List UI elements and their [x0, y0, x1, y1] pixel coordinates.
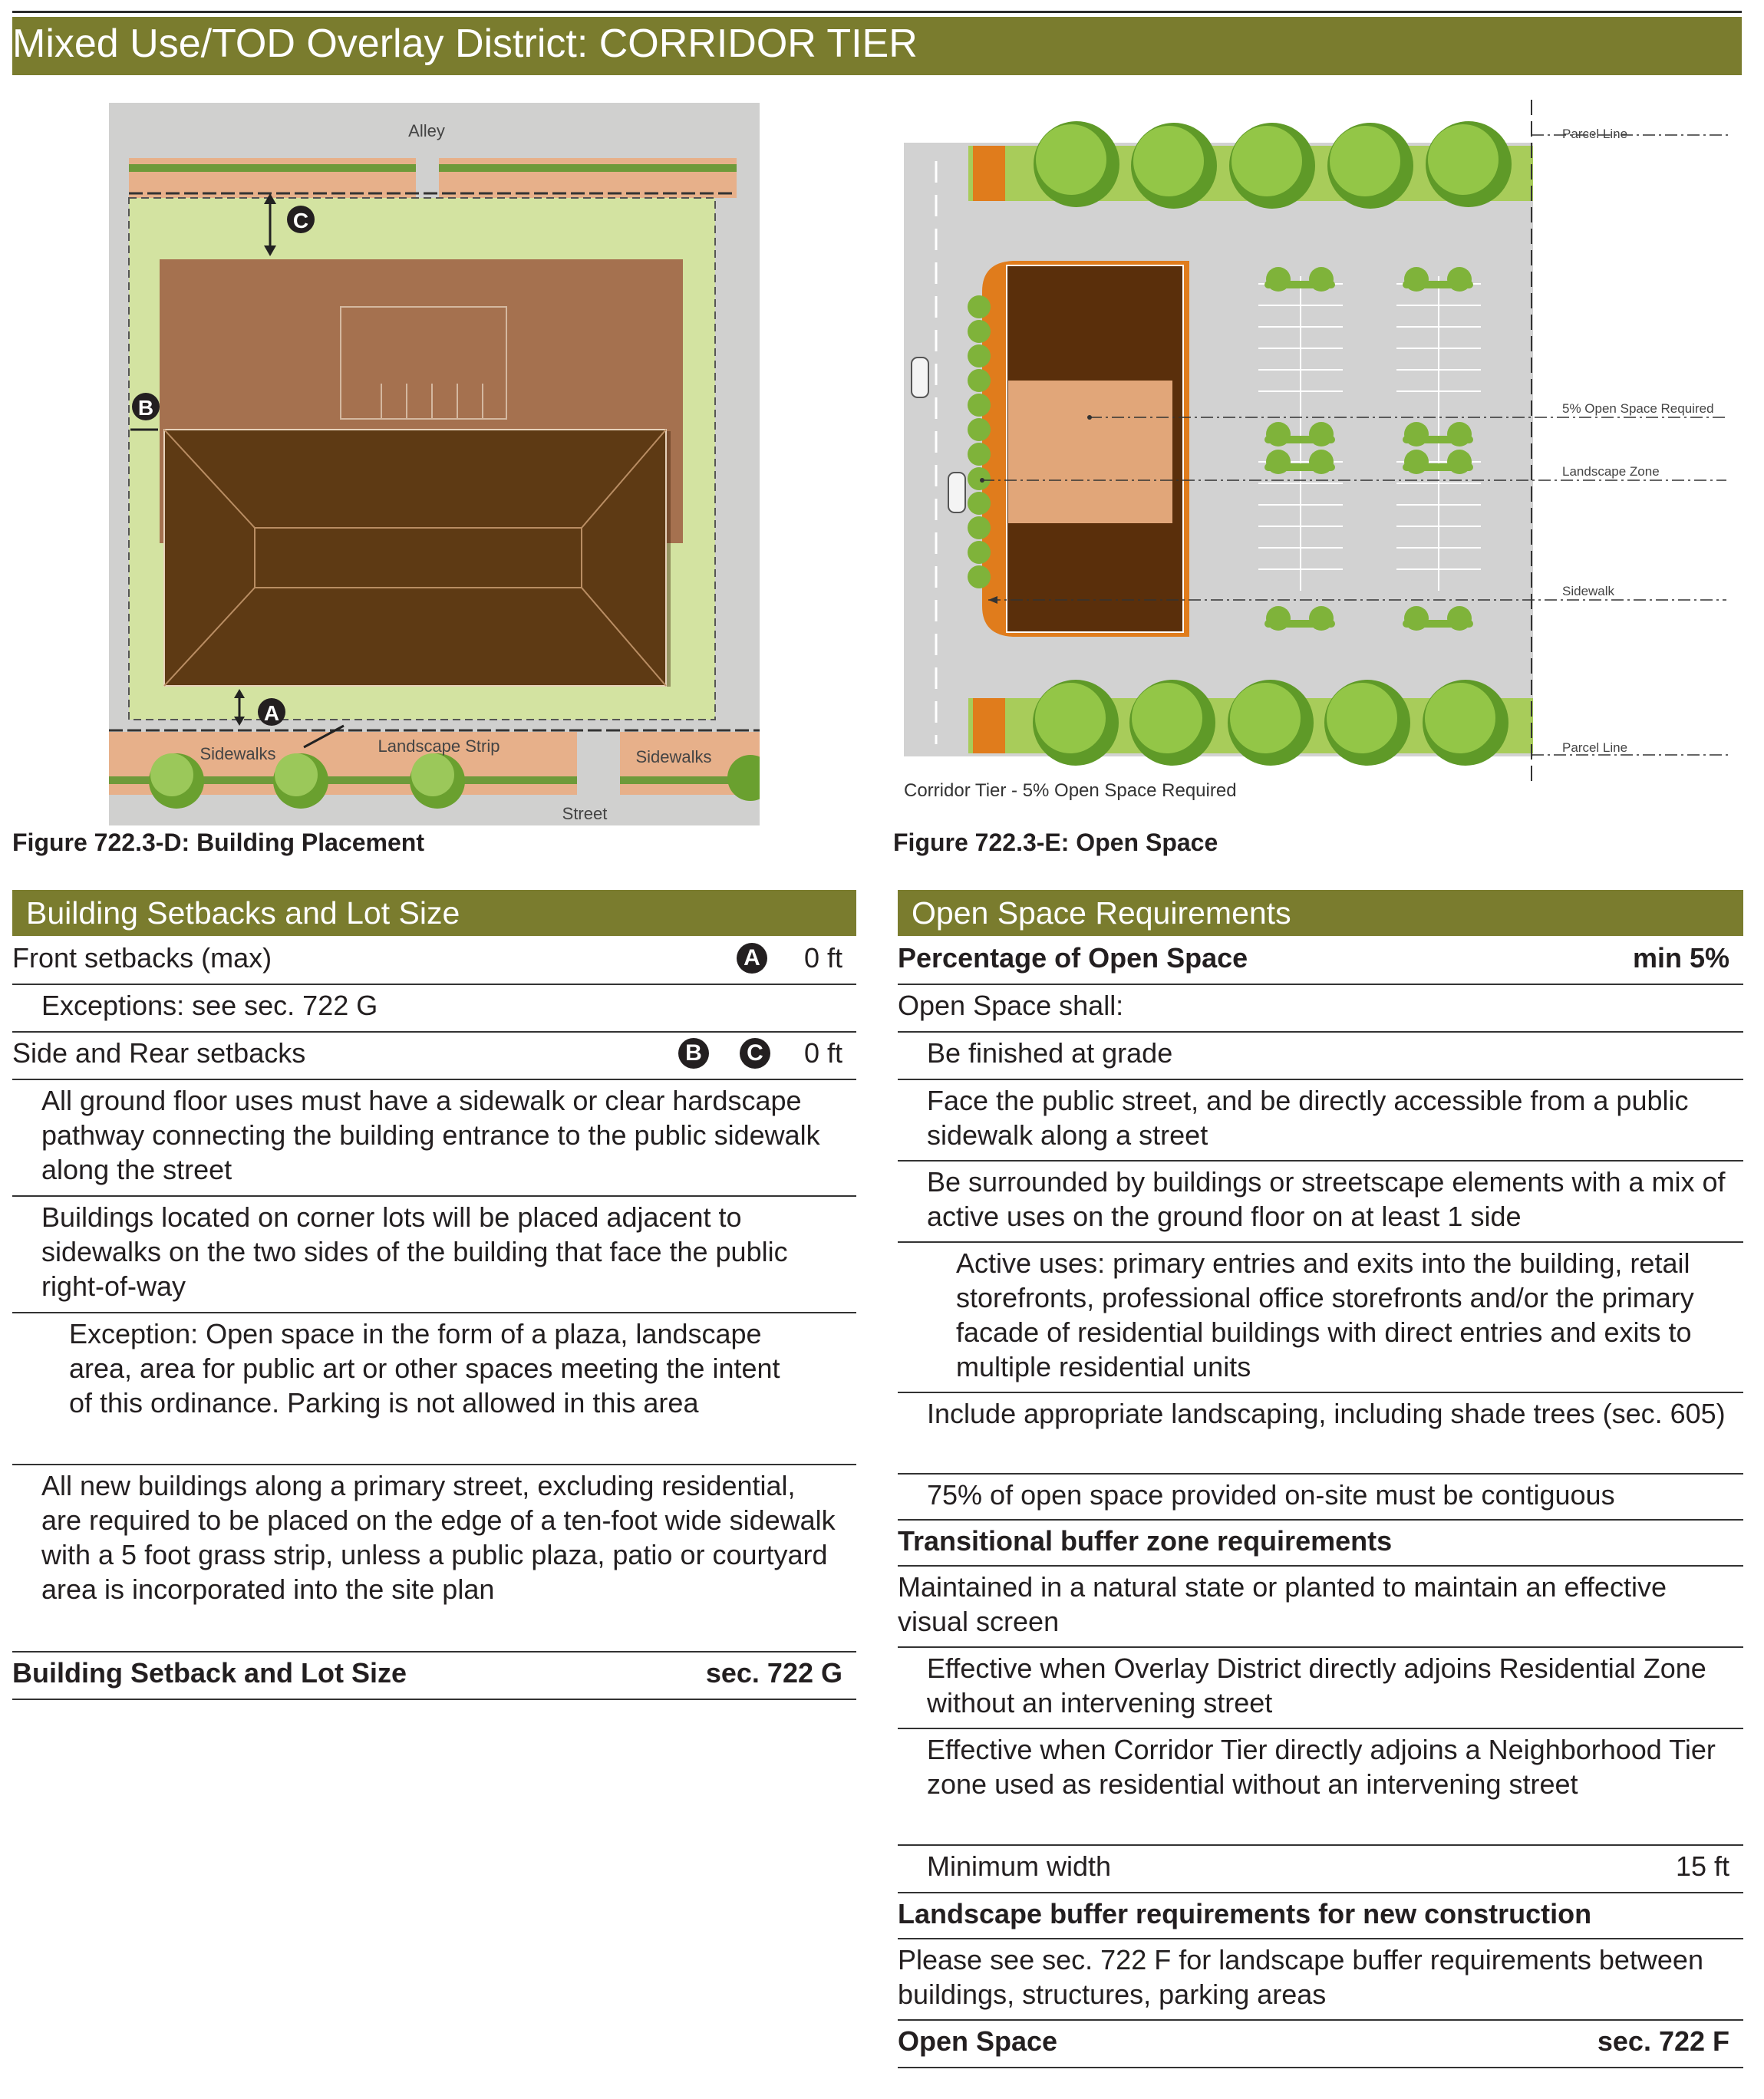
open-space-figure: [882, 100, 1749, 806]
badge-c: C: [740, 1038, 770, 1069]
open-space-footer-label: Open Space: [898, 2025, 1058, 2057]
setbacks-footer-row: [12, 1653, 856, 1700]
shall-row: [898, 985, 1743, 1033]
figure-e-subcaption: Corridor Tier - 5% Open Space Required: [904, 780, 1237, 801]
top-rule: [12, 11, 1742, 13]
ground-floor-text: All ground floor uses must have a sidewalk or clear hardscape pathway connecting the building entrance to the public sidewalk along the street: [41, 1085, 820, 1185]
landscaping-text: Include appropriate landscaping, including shade trees (sec. 605): [927, 1398, 1726, 1429]
active-uses-row: [898, 1243, 1743, 1393]
sidewalk-label: Sidewalk: [1562, 584, 1615, 598]
natural-state-text: Maintained in a natural state or planted to maintain an effective visual screen: [898, 1571, 1667, 1637]
landscaping-row: [898, 1393, 1743, 1475]
face-street-text: Face the public street, and be directly accessible from a public sidewalk along a street: [927, 1085, 1689, 1151]
parcel-line-top-label: Parcel Line: [1562, 127, 1628, 141]
front-setbacks-row: [12, 937, 856, 985]
grade-row: [898, 1033, 1743, 1080]
effective-overlay-text: Effective when Overlay District directly adjoins Residential Zone without an intervening street: [927, 1653, 1706, 1718]
alley-label: Alley: [408, 121, 445, 140]
new-buildings-row: [12, 1465, 856, 1653]
setbacks-heading: Building Setbacks and Lot Size: [12, 890, 856, 936]
figure-e-caption: Figure 722.3-E: Open Space: [893, 829, 1218, 856]
building-placement-figure: [109, 103, 760, 825]
exception-plaza-text: Exception: Open space in the form of a plaza, landscape area, area for public art or other spaces meeting the intent of this ordinance. Parking is not allowed in this area: [69, 1318, 780, 1419]
transitional-row: [898, 1521, 1743, 1567]
corner-lots-text: Buildings located on corner lots will be placed adjacent to sidewalks on the two sides of the building that face the public right-of-way: [41, 1201, 788, 1302]
contiguous-text: 75% of open space provided on-site must be contiguous: [927, 1479, 1615, 1511]
effective-overlay-row: [898, 1648, 1743, 1729]
open-space-heading: Open Space Requirements: [898, 890, 1743, 936]
grade-text: Be finished at grade: [927, 1037, 1173, 1069]
parcel-line-bottom-label: Parcel Line: [1562, 740, 1628, 755]
front-setbacks-value: 0 ft: [803, 942, 842, 974]
exceptions-row: [12, 985, 856, 1033]
side-rear-setbacks-label: Side and Rear setbacks: [12, 1037, 306, 1069]
front-setbacks-label: Front setbacks (max): [12, 942, 272, 974]
percentage-label: Percentage of Open Space: [898, 942, 1248, 974]
marker-b: B: [137, 396, 154, 420]
natural-state-row: [898, 1567, 1743, 1648]
open-space-footer-value: sec. 722 F: [1597, 2025, 1729, 2057]
landscape-buffer-text: Landscape buffer requirements for new construction: [898, 1898, 1592, 1929]
marker-a: A: [263, 701, 280, 725]
new-buildings-text: All new buildings along a primary street, excluding residential, are required to be placed on the edge of a ten-foot wide sidewalk with a 5 foot grass strip, unless a public plaza, patio or courtyard area is incorporated into the site plan: [41, 1470, 836, 1605]
exception-plaza-row: [12, 1313, 856, 1465]
landscape-buffer-row: [898, 1893, 1743, 1939]
marker-c: C: [292, 209, 309, 232]
active-uses-text: Active uses: primary entries and exits into the building, retail storefronts, professional office storefronts and/or the primary facade of residential buildings with direct entries and exits to multiple residential units: [956, 1247, 1694, 1382]
see-sec-text: Please see sec. 722 F for landscape buffer requirements between buildings, structures, parking areas: [898, 1944, 1703, 2010]
percentage-value: min 5%: [1632, 942, 1729, 974]
landscape-zone-label: Landscape Zone: [1562, 464, 1660, 479]
surrounded-text: Be surrounded by buildings or streetscape elements with a mix of active uses on the ground floor on at least 1 side: [927, 1166, 1726, 1232]
ground-floor-row: [12, 1080, 856, 1197]
open-space-footer-row: [898, 2021, 1743, 2068]
sidewalks-label-left: Sidewalks: [199, 744, 276, 763]
side-rear-setbacks-value: 0 ft: [803, 1037, 842, 1069]
setbacks-footer-label: Building Setback and Lot Size: [12, 1657, 407, 1689]
min-width-row: [898, 1846, 1743, 1893]
page-title: Mixed Use/TOD Overlay District: CORRIDOR TIER: [12, 21, 918, 66]
contiguous-row: [898, 1475, 1743, 1521]
figure-d-caption: Figure 722.3-D: Building Placement: [12, 829, 424, 856]
surrounded-row: [898, 1162, 1743, 1243]
sidewalks-label-right: Sidewalks: [635, 747, 712, 766]
min-width-value: 15 ft: [1675, 1850, 1729, 1882]
corner-lots-row: [12, 1197, 856, 1313]
see-sec-row: [898, 1939, 1743, 2021]
transitional-text: Transitional buffer zone requirements: [898, 1525, 1393, 1557]
min-width-label: Minimum width: [927, 1850, 1112, 1882]
effective-corridor-row: [898, 1729, 1743, 1846]
face-street-row: [898, 1080, 1743, 1162]
exceptions-text: Exceptions: see sec. 722 G: [41, 990, 378, 1021]
side-rear-setbacks-row: [12, 1033, 856, 1080]
setbacks-footer-value: sec. 722 G: [705, 1657, 842, 1689]
percentage-row: [898, 937, 1743, 985]
landscape-strip-label: Landscape Strip: [378, 736, 500, 756]
effective-corridor-text: Effective when Corridor Tier directly adjoins a Neighborhood Tier zone used as residential without an intervening street: [927, 1734, 1716, 1800]
badge-b: B: [678, 1038, 709, 1069]
open-space-label: 5% Open Space Required: [1562, 401, 1714, 416]
badge-a: A: [737, 943, 767, 974]
shall-text: Open Space shall:: [898, 990, 1124, 1021]
street-label: Street: [562, 804, 608, 823]
